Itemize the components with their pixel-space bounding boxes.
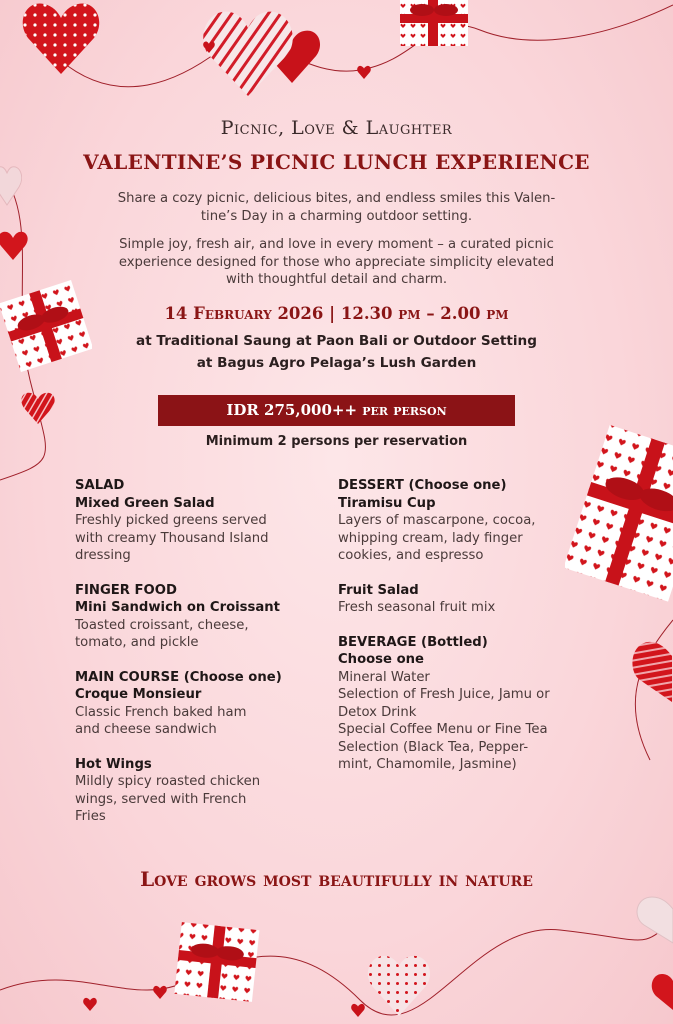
menu-section-hot-wings [75, 756, 315, 826]
menu-dish: Tiramisu Cup [338, 495, 436, 511]
menu-dish: Hot Wings [75, 756, 152, 772]
event-venue [0, 330, 673, 374]
intro-paragraph-1 [80, 190, 593, 225]
menu-category: SALAD [75, 478, 125, 493]
heart-icon [202, 40, 216, 54]
menu-desc: dressing [75, 548, 131, 563]
menu-category: BEVERAGE (Bottled) [338, 634, 488, 650]
intro-line: Share a cozy picnic, delicious bites, and endless smiles this Valen- [117, 191, 556, 206]
gift-box-icon [398, 0, 470, 48]
minimum-note: Minimum 2 persons per reservation [205, 434, 468, 449]
heart-icon [82, 996, 98, 1012]
menu-section-beverage [338, 634, 578, 774]
heart-icon [366, 952, 432, 1018]
menu-desc: Detox Drink [338, 704, 417, 720]
menu-desc: whipping cream, lady finger [338, 530, 523, 546]
menu-desc: mint, Chamomile, Jasmine) [338, 757, 517, 772]
heart-icon [152, 984, 168, 1000]
menu-section-dessert [338, 477, 578, 565]
menu-desc: Selection of Fresh Juice, Jamu or [338, 687, 550, 702]
menu-category: DESSERT (Choose one) [338, 478, 507, 493]
menu-desc: and cheese sandwich [75, 722, 217, 737]
menu-desc: Selection (Black Tea, Pepper- [338, 739, 529, 755]
menu-desc: cookies, and espresso [338, 548, 484, 563]
menu-desc: tomato, and pickle [75, 635, 199, 650]
menu-section-main-course [75, 669, 315, 739]
menu-section-fruit-salad [338, 582, 578, 617]
menu-category: FINGER FOOD [75, 582, 177, 598]
menu-dish: Mixed Green Salad [75, 495, 215, 511]
menu-column-left [75, 477, 315, 843]
menu-desc: Freshly picked greens served [75, 513, 267, 528]
striped-heart-icon [20, 390, 56, 426]
menu-dish: Choose one [338, 652, 424, 667]
menu-desc: Layers of mascarpone, cocoa, [338, 513, 536, 528]
menu-desc: Fries [75, 809, 106, 824]
price-banner: IDR 275,000++ per person [158, 395, 515, 426]
menu-desc: Classic French baked ham [75, 704, 247, 720]
event-title: VALENTINE’S PICNIC LUNCH EXPERIENCE [83, 150, 590, 174]
heart-icon [634, 895, 673, 945]
heart-icon [650, 972, 673, 1012]
intro-line: Simple joy, fresh air, and love in every moment – a curated picnic [119, 237, 554, 252]
menu-category: MAIN COURSE (Choose one) [75, 669, 282, 685]
intro-paragraph-2 [80, 236, 593, 289]
menu-column-right [338, 477, 578, 791]
event-subtitle: Picnic, Love & Laughter [220, 117, 453, 139]
intro-line: experience designed for those who appreciate simplicity elevated [118, 254, 555, 270]
striped-heart-icon [628, 632, 673, 706]
heart-icon [0, 230, 28, 262]
heart-icon [350, 1002, 366, 1018]
menu-desc: Mildly spicy roasted chicken [75, 774, 261, 789]
menu-dish: Fruit Salad [338, 582, 419, 598]
menu-desc: Fresh seasonal fruit mix [338, 600, 496, 615]
venue-line: at Bagus Agro Pelaga’s Lush Garden [196, 355, 477, 371]
menu-desc: Special Coffee Menu or Fine Tea [338, 722, 548, 737]
heart-icon [20, 0, 102, 78]
intro-line: with thoughtful detail and charm. [225, 272, 448, 287]
footer-tagline: Love grows most beautifully in nature [140, 867, 533, 891]
menu-desc: Toasted croissant, cheese, [75, 617, 249, 633]
gift-box-icon [172, 920, 262, 1002]
menu-desc: wings, served with French [75, 791, 247, 807]
heart-icon [356, 64, 372, 80]
venue-line: at Traditional Saung at Paon Bali or Outdoor Setting [136, 333, 537, 349]
menu-dish: Mini Sandwich on Croissant [75, 600, 280, 615]
menu-desc: with creamy Thousand Island [75, 530, 269, 546]
menu-dish: Croque Monsieur [75, 687, 202, 702]
menu-section-finger-food [75, 582, 315, 652]
menu-desc: Mineral Water [338, 669, 430, 685]
gift-box-icon [565, 424, 673, 604]
menu-section-salad [75, 477, 315, 565]
event-date: 14 February 2026 | 12.30 pm – 2.00 pm [164, 304, 509, 323]
intro-line: tine’s Day in a charming outdoor setting. [200, 208, 473, 224]
